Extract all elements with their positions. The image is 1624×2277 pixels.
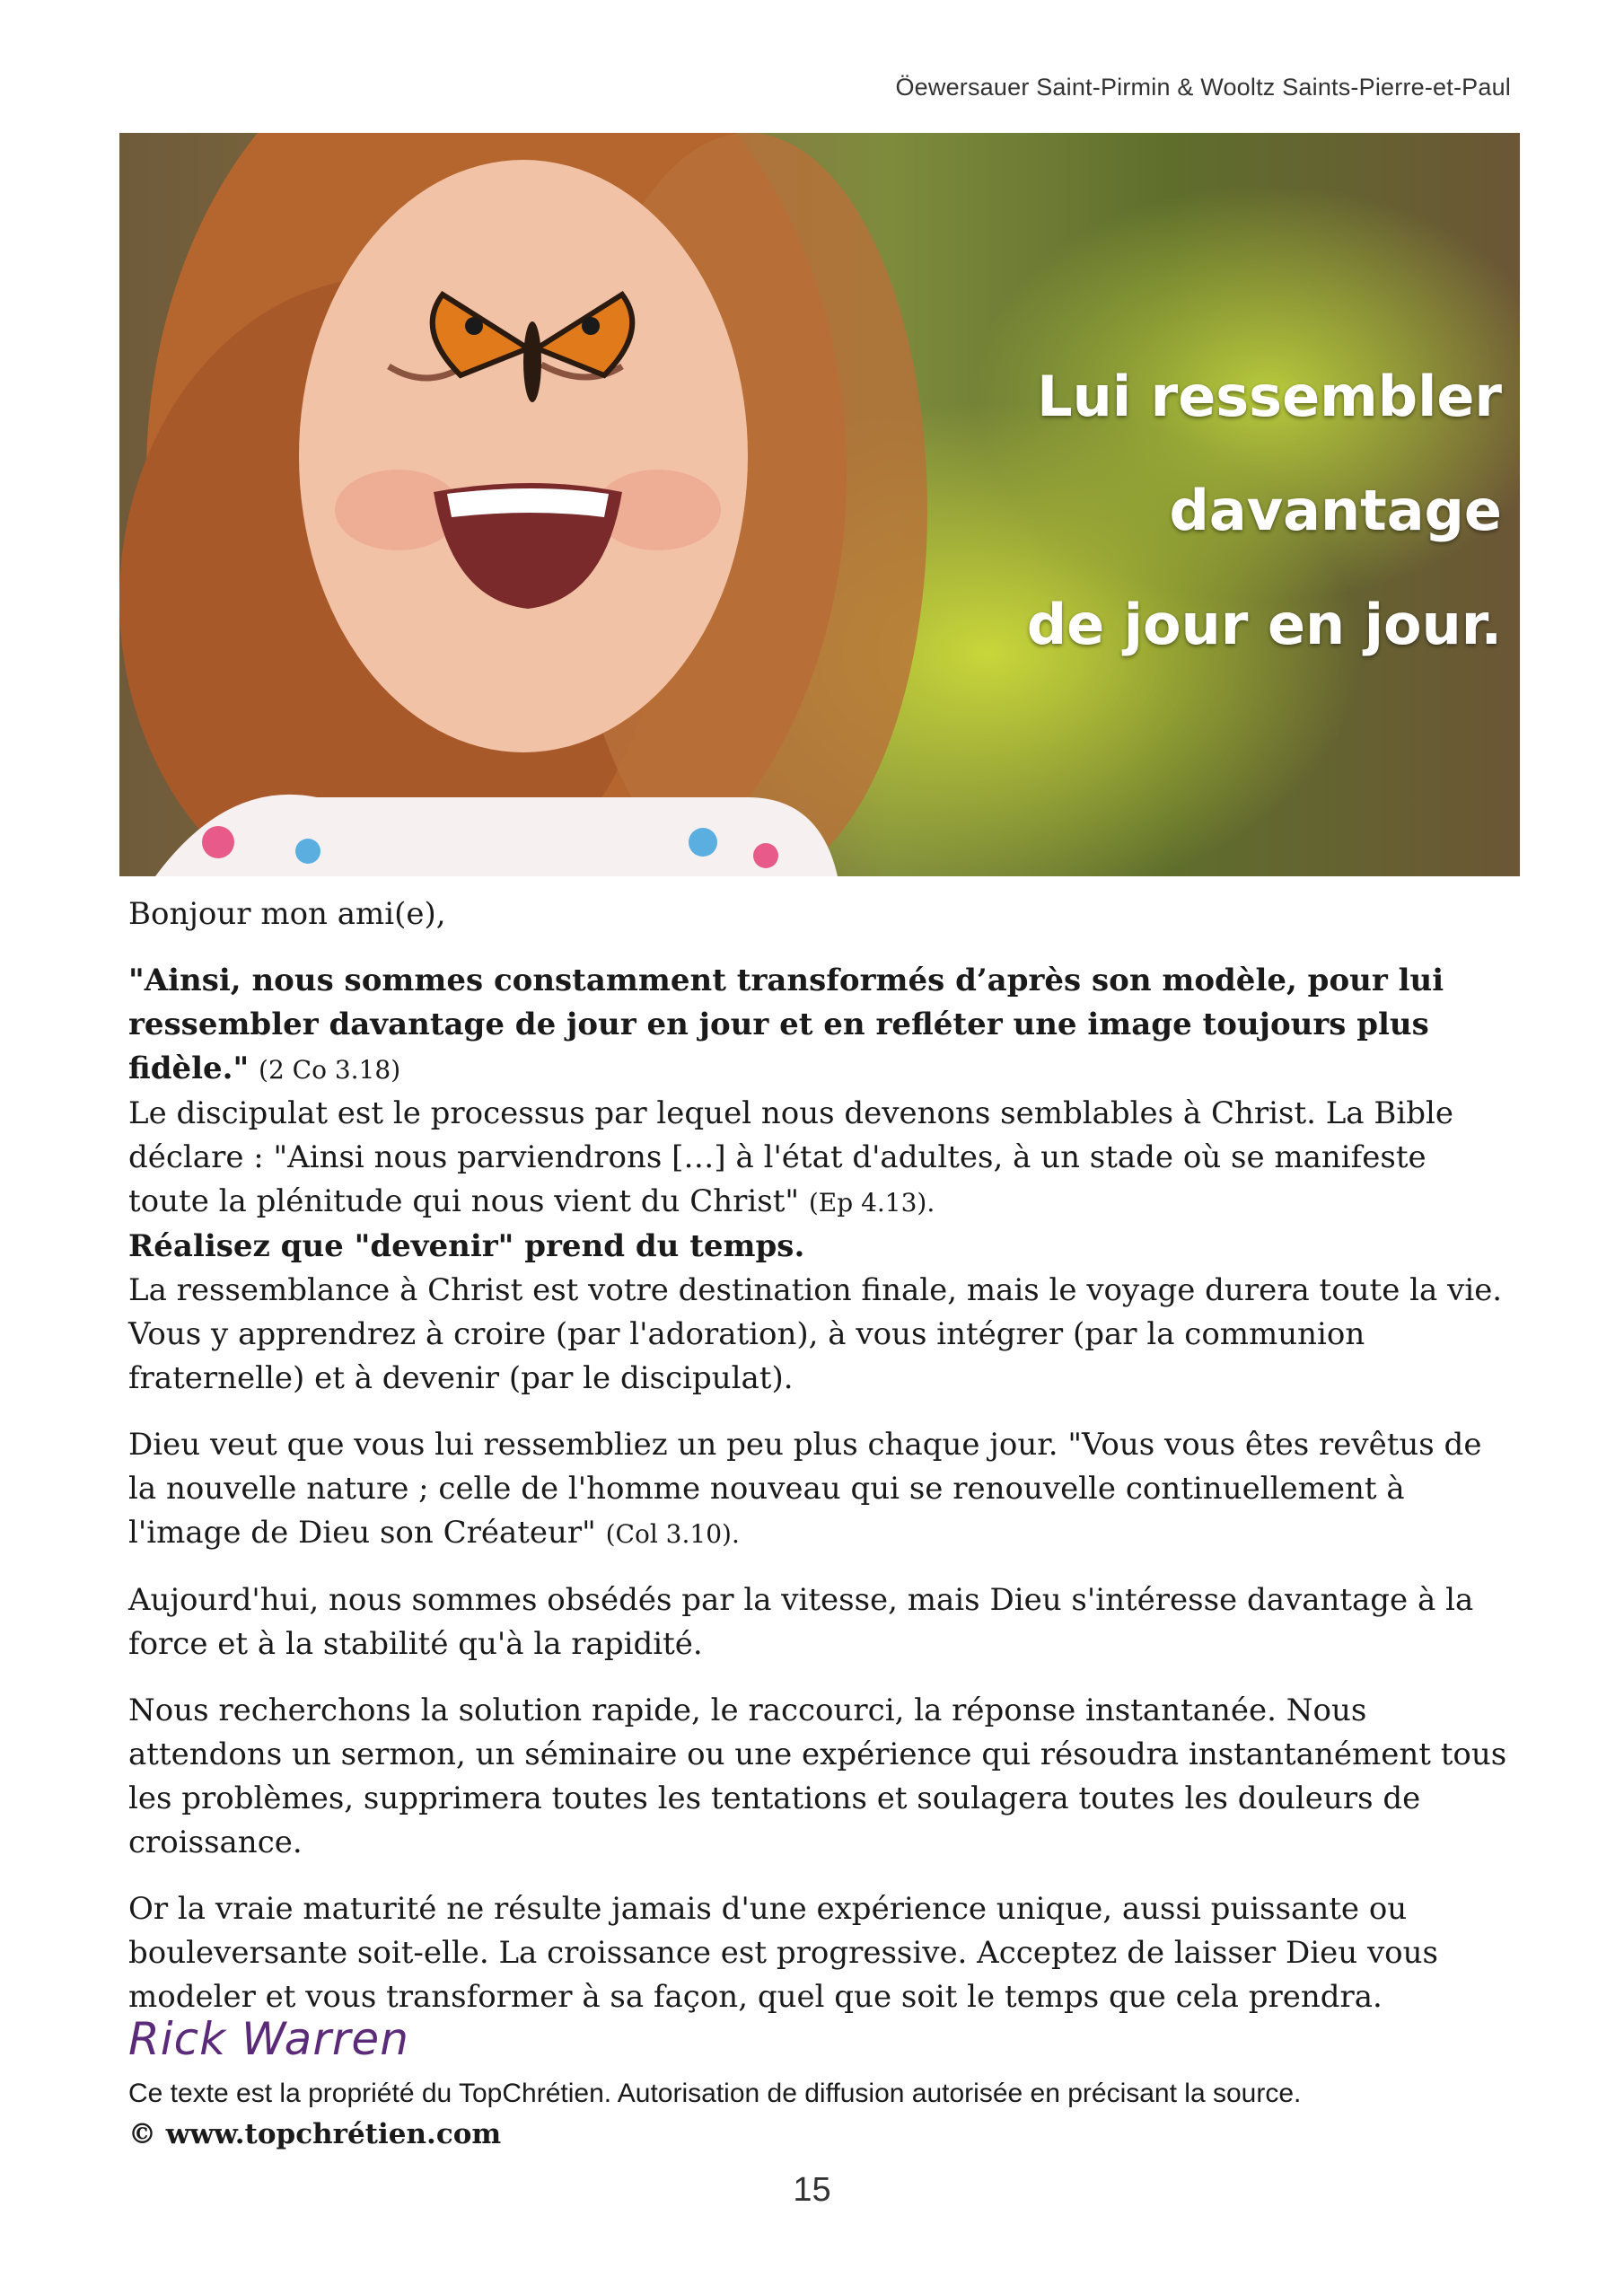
- scripture-reference: (Col 3.10).: [605, 1519, 740, 1549]
- greeting: Bonjour mon ami(e),: [128, 896, 446, 932]
- paragraph: La ressemblance à Christ est votre destination finale, mais le voyage durera toute la vie. Vous y apprendrez à croire (par l'adoration), à vous intégrer (par la communion fraternelle) et à devenir (par le discipulat).: [128, 1272, 1503, 1396]
- page-number: 15: [793, 2171, 831, 2209]
- paragraph: [128, 1423, 1511, 1556]
- license-notice: Ce texte est la propriété du TopChrétien. Autorisation de diffusion autorisée en précisant la source.: [128, 2079, 1302, 2108]
- paragraph: Aujourd'hui, nous sommes obsédés par la vitesse, mais Dieu s'intéresse davantage à la force et à la stabilité qu'à la rapidité.: [128, 1582, 1474, 1662]
- verse-quote: "Ainsi, nous sommes constamment transformés d’après son modèle, pour lui ressembler davantage de jour en jour et en refléter une image toujours plus fidèle.": [128, 963, 1444, 1086]
- scripture-reference: (Ep 4.13).: [808, 1188, 935, 1218]
- paragraph: Nous recherchons la solution rapide, le raccourci, la réponse instantanée. Nous attendons un sermon, un séminaire ou une expérience qui résoudra instantanément tous les problèmes, supprimera toutes les tentations et soulagera toutes les douleurs de croissance.: [128, 1692, 1507, 1860]
- hero-title-line: davantage: [1169, 478, 1502, 543]
- page-header: Öewersauer Saint-Pirmin & Wooltz Saints-Pierre-et-Paul: [895, 74, 1511, 101]
- verse-block: [128, 959, 1511, 1092]
- hero-title-line: de jour en jour.: [1026, 592, 1502, 657]
- paragraph: [128, 1092, 1511, 1225]
- copyright-link[interactable]: © www.topchrétien.com: [128, 2118, 502, 2150]
- hero-image: [119, 133, 1520, 876]
- paragraph-text: Dieu veut que vous lui ressembliez un peu plus chaque jour. "Vous vous êtes revêtus de la nouvelle nature ; celle de l'homme nouveau qui se renouvelle continuellement à l'image de Dieu son Créateur": [128, 1427, 1482, 1551]
- paragraph: Or la vraie maturité ne résulte jamais d'une expérience unique, aussi puissante ou bouleversante soit-elle. La croissance est progressive. Acceptez de laisser Dieu vous modeler et vous transformer à sa façon, quel que soit le temps que cela prendra.: [128, 1891, 1438, 2015]
- section-heading: Réalisez que "devenir" prend du temps.: [128, 1228, 805, 1264]
- verse-reference: (2 Co 3.18): [259, 1055, 401, 1085]
- hero-title: [694, 339, 1502, 681]
- paragraph-text: Le discipulat est le processus par lequel nous devenons semblables à Christ. La Bible déclare : "Ainsi nous parviendrons […] à l'état d'adultes, à un stade où se manifeste toute la plénitude qui nous vient du Christ": [128, 1095, 1453, 1219]
- hero-title-line: Lui ressembler: [1037, 364, 1502, 429]
- author-signature: Rick Warren: [128, 2013, 409, 2065]
- article-body: [128, 892, 1511, 2019]
